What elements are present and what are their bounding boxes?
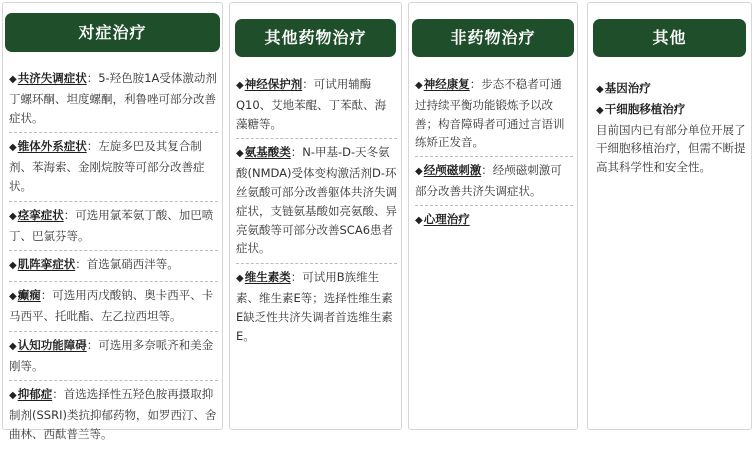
item-text: 可试用辅酶Q10、艾地苯醌、丁苯酞、海藻糖等。: [236, 77, 387, 131]
item-sep: ：: [290, 145, 303, 160]
dashed-divider: [415, 205, 573, 206]
item-sep: ：: [302, 77, 314, 91]
item-key: 心理治疗: [423, 211, 470, 226]
item-key: 抑郁症: [17, 387, 53, 402]
column-body: [9, 69, 218, 449]
dashed-divider: [9, 250, 218, 251]
item-key: 基因治疗: [604, 81, 651, 95]
diamond-bullet-icon: ◆: [9, 291, 17, 303]
list-item: [236, 268, 397, 345]
item-key: 干细胞移植治疗: [604, 101, 686, 116]
list-item: [236, 75, 397, 133]
column-header: 其他: [593, 19, 746, 57]
dashed-divider: [236, 138, 397, 139]
list-item: [415, 75, 573, 152]
item-key: 共济失调症状: [17, 71, 87, 85]
item-sep: ：: [86, 139, 99, 154]
item-text: 首选选择性五羟色胺再摄取抑制剂(SSRI)类抗抑郁药物，如罗西汀、舍曲林、西酞普兰等。: [9, 387, 217, 441]
diamond-bullet-icon: ◆: [596, 104, 604, 116]
item-text: 可选用氯苯氨丁酸、加巴喷丁、巴氯芬等。: [9, 207, 214, 243]
list-item: [415, 161, 573, 201]
item-text: 可选用多奈哌齐和美金刚等。: [9, 337, 214, 373]
list-item: [9, 336, 218, 376]
diamond-bullet-icon: ◆: [9, 260, 17, 272]
dashed-divider: [9, 132, 218, 133]
list-item: [9, 206, 218, 246]
item-key: 锥体外系症状: [17, 139, 87, 154]
column-body: [415, 75, 573, 235]
column-non-drug: [408, 2, 578, 430]
diamond-bullet-icon: ◆: [9, 390, 17, 402]
item-key: 经颅磁刺激: [423, 163, 482, 178]
list-item: [9, 385, 218, 443]
diamond-bullet-icon: ◆: [415, 166, 423, 178]
diamond-bullet-icon: ◆: [236, 273, 244, 285]
list-item: [9, 137, 218, 195]
list-item: [9, 255, 218, 276]
dashed-divider: [9, 281, 218, 282]
item-sep: ：: [86, 71, 99, 85]
item-sep: ：: [63, 207, 76, 222]
column-header: 对症治疗: [5, 13, 220, 52]
item-key: 痉挛症状: [17, 207, 64, 222]
list-item: [596, 79, 747, 100]
list-item: [596, 100, 747, 177]
item-text: 步态不稳者可通过持续平衡功能锻炼予以改善；构音障碍者可通过言语训练矫正发音。: [415, 77, 565, 150]
item-key: 癫痫: [17, 288, 41, 303]
list-item: [9, 286, 218, 326]
column-symptomatic: [2, 2, 223, 441]
item-text: 可选用丙戊酸钠、奥卡西平、卡马西平、托吡酯、左乙拉西坦等。: [9, 288, 214, 323]
column-other-drugs: [229, 2, 402, 430]
item-sep: ：: [481, 163, 493, 178]
diamond-bullet-icon: ◆: [596, 84, 604, 95]
column-others: [587, 2, 752, 430]
item-text: 可试用B族维生素、维生素E等；选择性维生素E缺乏性共济失调者首选维生素E。: [236, 270, 393, 343]
column-header: 非药物治疗: [412, 19, 574, 57]
item-key: 神经保护剂: [244, 77, 303, 91]
diamond-bullet-icon: ◆: [415, 214, 423, 226]
diamond-bullet-icon: ◆: [9, 74, 17, 85]
diamond-bullet-icon: ◆: [9, 340, 17, 352]
column-header: 其他药物治疗: [235, 19, 396, 57]
item-text: 经颅磁刺激可部分改善共济失调症状。: [415, 163, 562, 198]
column-body: [236, 75, 397, 350]
diamond-bullet-icon: ◆: [236, 80, 244, 91]
dashed-divider: [415, 156, 573, 157]
diamond-bullet-icon: ◆: [9, 142, 17, 154]
dashed-divider: [236, 263, 397, 264]
list-item: [9, 69, 218, 127]
item-text: 左旋多巴及其复合制剂、苯海索、金刚烷胺等可部分改善症状。: [9, 139, 205, 193]
list-item: [236, 143, 397, 258]
column-body: [596, 79, 747, 177]
item-sep: ：: [290, 270, 303, 285]
item-text: 目前国内已有部分单位开展了干细胞移植治疗，但需不断提高其科学性和安全性。: [596, 122, 746, 175]
item-key: 神经康复: [423, 77, 470, 91]
item-key: 肌阵挛症状: [17, 257, 76, 272]
dashed-divider: [9, 201, 218, 202]
item-text: 首选氯硝西泮等。: [86, 257, 179, 272]
item-sep: ：: [75, 257, 87, 272]
diamond-bullet-icon: ◆: [9, 210, 17, 222]
item-text: 5-羟色胺1A受体激动剂丁螺环酮、坦度螺酮，利鲁唑可部分改善症状。: [9, 71, 217, 125]
item-key: 认知功能障碍: [17, 337, 87, 352]
item-sep: ：: [86, 337, 99, 352]
dashed-divider: [9, 331, 218, 332]
item-key: 氨基酸类: [244, 145, 291, 160]
diamond-bullet-icon: ◆: [415, 80, 423, 91]
dashed-divider: [9, 380, 218, 381]
diamond-bullet-icon: ◆: [236, 148, 244, 160]
item-sep: ：: [40, 288, 53, 303]
item-sep: ：: [52, 387, 64, 402]
item-key: 维生素类: [244, 270, 291, 285]
item-sep: ：: [469, 77, 482, 91]
item-text: N-甲基-D-天冬氨酸(NMDA)受体变构激活剂D-环丝氨酸可部分改善躯体共济失调症状，支链氨基酸如亮氨酸、异亮氨酸等可部分改善SCA6患者症状。: [236, 145, 397, 256]
list-item: [415, 210, 573, 231]
